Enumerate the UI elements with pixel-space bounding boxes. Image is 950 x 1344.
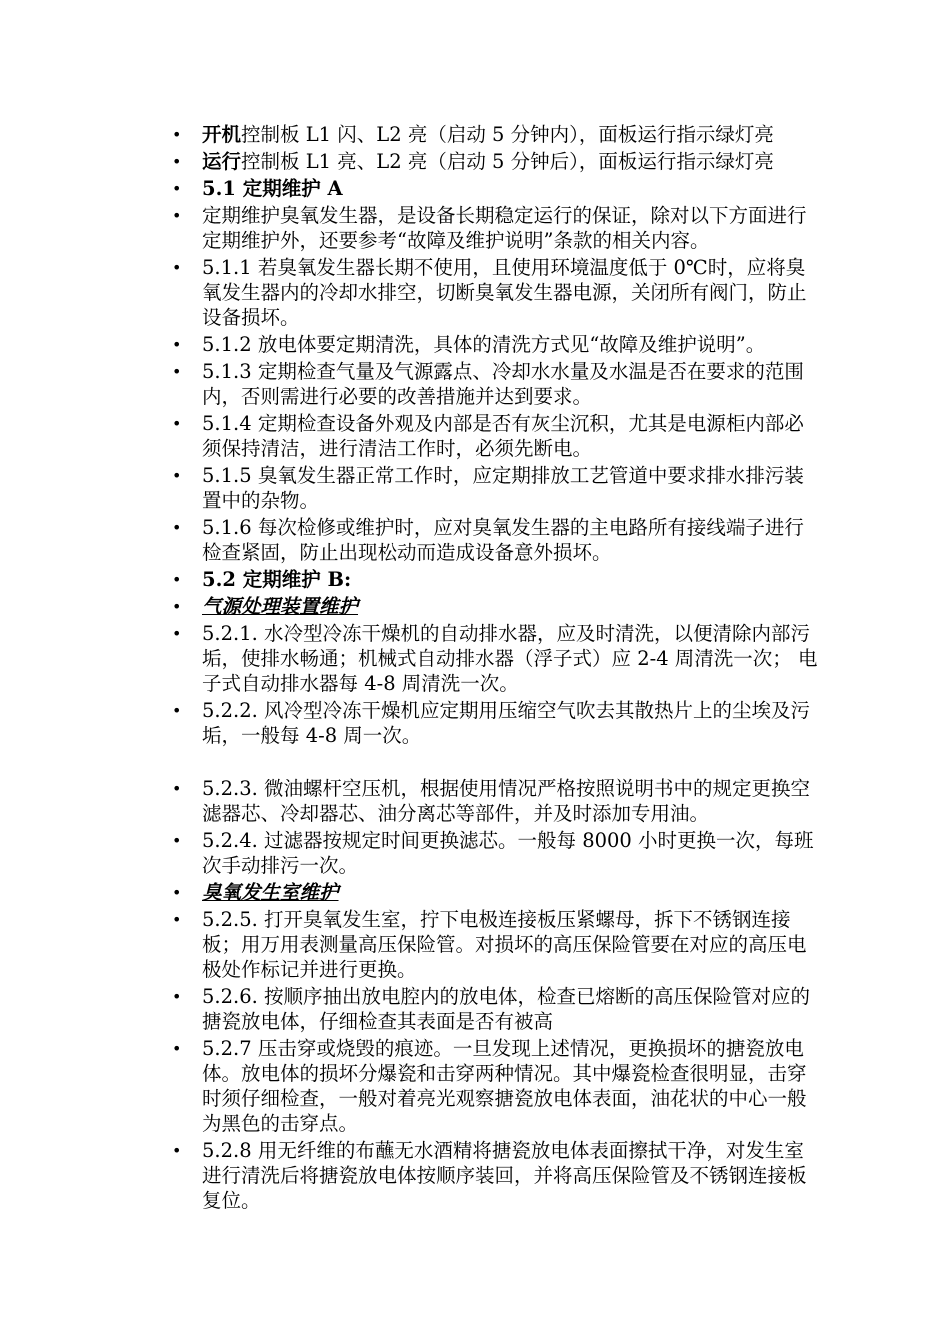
list-item: [172, 255, 822, 330]
list-item: [172, 1138, 822, 1213]
bullet-icon: •: [172, 831, 182, 850]
bullet-icon: •: [172, 1039, 182, 1058]
list-item-text: 5.2.1. 水冷型冷冻干燥机的自动排水器，应及时清洗，以便清除内部污垢，使排水畅通；机械式自动排水器（浮子式）应 2-4 周清洗一次； 电子式自动排水器每 4-8 周清洗一次。: [202, 622, 818, 695]
blank-line: [172, 750, 822, 776]
list-item: [172, 515, 822, 565]
list-item-text: 运行: [202, 150, 242, 173]
list-item: [172, 1036, 822, 1136]
list-item-text: 5.2.8 用无纤维的布蘸无水酒精将搪瓷放电体表面擦拭干净，对发生室进行清洗后将搪瓷放电体按顺序装回，并将高压保险管及不锈钢连接板复位。: [202, 1139, 807, 1212]
bullet-icon: •: [172, 624, 182, 643]
list-item: [172, 122, 822, 147]
list-item-text: 控制板 L1 亮、L2 亮（启动 5 分钟后），面板运行指示绿灯亮: [241, 150, 774, 173]
list-item: [172, 698, 822, 748]
bullet-icon: •: [172, 179, 182, 198]
bullet-icon: •: [172, 597, 182, 616]
list-item-text: 5.1.5 臭氧发生器正常工作时，应定期排放工艺管道中要求排水排污装置中的杂物。: [202, 464, 804, 512]
bullet-icon: •: [172, 883, 182, 902]
bullet-icon: •: [172, 206, 182, 225]
list-item-text: 5.2.2. 风冷型冷冻干燥机应定期用压缩空气吹去其散热片上的尘埃及污垢，一般每 4-8 周一次。: [202, 699, 811, 747]
list-item: [172, 984, 822, 1034]
bullet-icon: •: [172, 152, 182, 171]
list-item-text: 5.2.5. 打开臭氧发生室，拧下电极连接板压紧螺母，拆下不锈钢连接板；用万用表测量高压保险管。对损坏的高压保险管要在对应的高压电极处作标记并进行更换。: [202, 908, 807, 981]
list-item: [172, 149, 822, 174]
section-heading: 臭氧发生室维护: [202, 881, 339, 904]
list-item: [172, 463, 822, 513]
section-heading: 气源处理装置维护: [202, 595, 359, 618]
list-item: [172, 621, 822, 696]
list-item: [172, 203, 822, 253]
list-item-text: 控制板 L1 闪、L2 亮（启动 5 分钟内），面板运行指示绿灯亮: [241, 123, 774, 146]
bullet-icon: •: [172, 910, 182, 929]
section-heading: 5.2 定期维护 B:: [202, 568, 352, 591]
bullet-icon: •: [172, 1141, 182, 1160]
list-item: [172, 828, 822, 878]
bullet-icon: •: [172, 258, 182, 277]
list-item-text: 5.2.6. 按顺序抽出放电腔内的放电体，检查已熔断的高压保险管对应的搪瓷放电体，仔细检查其表面是否有被高: [202, 985, 811, 1033]
list-item: [172, 359, 822, 409]
bullet-icon: •: [172, 414, 182, 433]
list-item-text: 5.1.2 放电体要定期清洗，具体的清洗方式见“故障及维护说明”。: [202, 333, 766, 356]
list-item-text: 5.1.1 若臭氧发生器长期不使用，且使用环境温度低于 0℃时，应将臭氧发生器内的冷却水排空，切断臭氧发生器电源，关闭所有阀门，防止设备损坏。: [202, 256, 807, 329]
list-item-text: 5.1.6 每次检修或维护时，应对臭氧发生器的主电路所有接线端子进行检查紧固，防止出现松动而造成设备意外损坏。: [202, 516, 804, 564]
bullet-icon: •: [172, 518, 182, 537]
bullet-icon: •: [172, 779, 182, 798]
list-item-text: 5.1.4 定期检查设备外观及内部是否有灰尘沉积，尤其是电源柜内部必须保持清洁，进行清洁工作时，必须先断电。: [202, 412, 804, 460]
section-heading: 5.1 定期维护 A: [202, 177, 343, 200]
list-item-text: 5.1.3 定期检查气量及气源露点、冷却水水量及水温是否在要求的范围内，否则需进行必要的改善措施并达到要求。: [202, 360, 804, 408]
bullet-icon: •: [172, 987, 182, 1006]
list-item-text: 5.2.4. 过滤器按规定时间更换滤芯。一般每 8000 小时更换一次，每班次手动排污一次。: [202, 829, 814, 877]
list-item-text: 5.2.7 压击穿或烧毁的痕迹。一旦发现上述情况，更换损坏的搪瓷放电体。放电体的损坏分爆瓷和击穿两种情况。其中爆瓷检查很明显，击穿时须仔细检查，一般对着亮光观察搪瓷放电体表面，油花状的中心一般为黑色的击穿点。: [202, 1037, 807, 1135]
list-item: [172, 594, 822, 619]
bullet-icon: •: [172, 701, 182, 720]
bullet-icon: •: [172, 362, 182, 381]
list-item-text: 5.2.3. 微油螺杆空压机，根据使用情况严格按照说明书中的规定更换空滤器芯、冷却器芯、油分离芯等部件，并及时添加专用油。: [202, 777, 811, 825]
list-item: [172, 332, 822, 357]
list-item: [172, 776, 822, 826]
list-item: [172, 176, 822, 201]
bullet-list: [172, 122, 822, 1215]
list-item-text: 定期维护臭氧发生器，是设备长期稳定运行的保证，除对以下方面进行定期维护外，还要参考“故障及维护说明”条款的相关内容。: [202, 204, 807, 252]
list-item: [172, 907, 822, 982]
list-item: [172, 411, 822, 461]
list-item: [172, 880, 822, 905]
list-item-text: 开机: [202, 123, 242, 146]
bullet-icon: •: [172, 125, 182, 144]
bullet-icon: •: [172, 570, 182, 589]
bullet-icon: •: [172, 466, 182, 485]
list-item: [172, 567, 822, 592]
bullet-icon: •: [172, 335, 182, 354]
